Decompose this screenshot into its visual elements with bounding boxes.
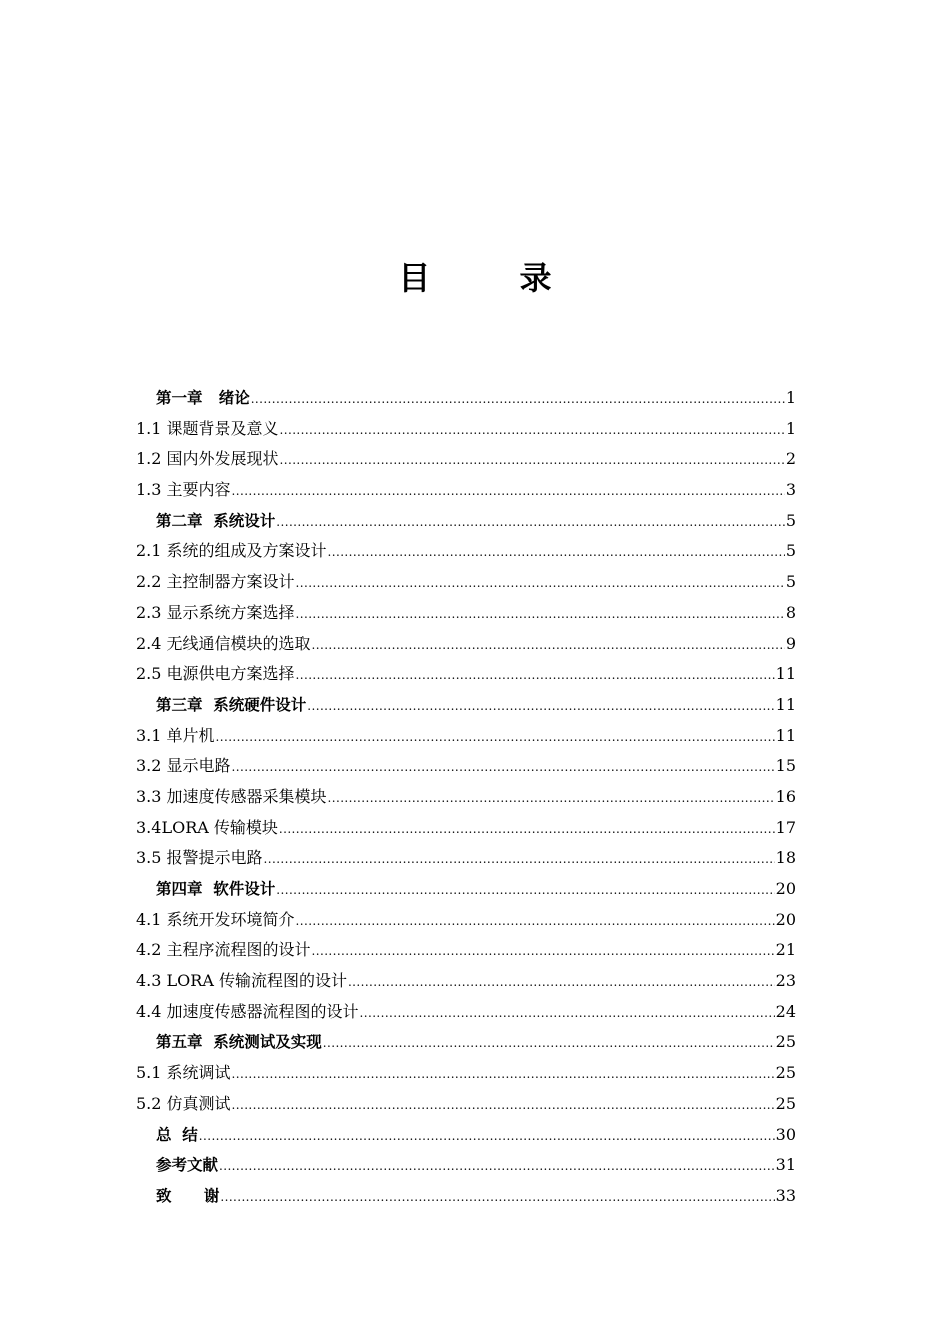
toc-dot-leader	[232, 1090, 775, 1121]
toc-dot-leader	[280, 415, 785, 446]
toc-page-number: 5	[785, 541, 796, 561]
toc-entry-label: 4.1 系统开发环境简介	[136, 909, 295, 929]
toc-entry-label: 3.2 显示电路	[136, 756, 231, 776]
toc-chapter-entry[interactable]	[136, 1120, 796, 1151]
toc-page-number: 15	[775, 756, 796, 776]
toc-dot-leader	[279, 814, 775, 845]
toc-entry-label: 3.4LORA 传输模块	[136, 817, 278, 837]
toc-section-entry[interactable]	[136, 567, 796, 598]
toc-dot-leader	[280, 445, 785, 476]
toc-entry-label: 3.1 单片机	[136, 725, 215, 745]
toc-entry-label: 第二章 系统设计	[156, 511, 276, 530]
toc-section-entry[interactable]	[136, 721, 796, 752]
toc-section-entry[interactable]	[136, 843, 796, 874]
toc-dot-leader	[219, 1151, 775, 1182]
toc-entry-label: 2.4 无线通信模块的选取	[136, 633, 311, 653]
toc-dot-leader	[323, 1028, 775, 1059]
toc-chapter-entry[interactable]	[136, 874, 796, 905]
toc-entry-label: 4.3 LORA 传输流程图的设计	[136, 971, 347, 991]
toc-dot-leader	[296, 568, 785, 599]
toc-section-entry[interactable]	[136, 966, 796, 997]
toc-page-number: 5	[785, 510, 796, 530]
toc-dot-leader	[251, 384, 785, 415]
toc-chapter-entry[interactable]	[136, 383, 796, 414]
toc-page-number: 1	[785, 388, 796, 407]
toc-section-entry[interactable]	[136, 475, 796, 506]
toc-dot-leader	[232, 752, 775, 783]
toc-page-number: 25	[775, 1063, 796, 1083]
toc-page-number: 5	[785, 572, 796, 592]
toc-entry-label: 3.3 加速度传感器采集模块	[136, 786, 327, 806]
toc-page-number: 9	[785, 633, 796, 653]
toc-dot-leader	[216, 722, 775, 753]
toc-page-number: 20	[775, 879, 796, 898]
toc-entry-label: 5.1 系统调试	[136, 1063, 231, 1083]
toc-section-entry[interactable]	[136, 997, 796, 1028]
toc-chapter-entry[interactable]	[136, 1150, 796, 1181]
toc-section-entry[interactable]	[136, 536, 796, 567]
toc-page-number: 1	[785, 418, 796, 438]
toc-section-entry[interactable]	[136, 935, 796, 966]
toc-dot-leader	[232, 476, 785, 507]
toc-page-number: 18	[775, 848, 796, 868]
toc-dot-leader	[276, 507, 785, 538]
toc-page-number: 21	[775, 940, 796, 960]
toc-entry-label: 第一章 绪论	[156, 389, 250, 407]
toc-entry-label: 2.1 系统的组成及方案设计	[136, 541, 327, 561]
toc-section-entry[interactable]	[136, 905, 796, 936]
toc-entry-label: 总 结	[156, 1125, 198, 1144]
toc-page-number: 25	[775, 1032, 796, 1052]
toc-dot-leader	[312, 630, 785, 661]
toc-dot-leader	[199, 1121, 775, 1152]
toc-entry-label: 第三章 系统硬件设计	[156, 695, 307, 714]
table-of-contents	[136, 383, 796, 1212]
toc-page-number: 3	[785, 480, 796, 500]
toc-section-entry[interactable]	[136, 1089, 796, 1120]
toc-entry-label: 1.1 课题背景及意义	[136, 418, 279, 438]
toc-chapter-entry[interactable]	[136, 506, 796, 537]
toc-page-number: 11	[775, 725, 796, 745]
toc-page-number: 24	[775, 1001, 796, 1021]
toc-entry-label: 第五章 系统测试及实现	[156, 1033, 322, 1052]
toc-dot-leader	[328, 537, 785, 568]
toc-page-number: 2	[785, 449, 796, 469]
toc-chapter-entry[interactable]	[136, 690, 796, 721]
toc-section-entry[interactable]	[136, 782, 796, 813]
toc-entry-label: 2.5 电源供电方案选择	[136, 664, 295, 684]
toc-dot-leader	[328, 783, 775, 814]
toc-page-number: 33	[775, 1185, 796, 1205]
toc-dot-leader	[276, 875, 774, 906]
toc-page-number: 20	[775, 909, 796, 929]
toc-page-number: 11	[775, 694, 796, 714]
page-title: 目 录	[398, 259, 552, 297]
toc-entry-label: 参考文献	[156, 1156, 219, 1175]
toc-entry-label: 4.4 加速度传感器流程图的设计	[136, 1001, 359, 1021]
toc-entry-label: 2.3 显示系统方案选择	[136, 602, 295, 622]
toc-dot-leader	[307, 691, 774, 722]
toc-section-entry[interactable]	[136, 598, 796, 629]
toc-dot-leader	[296, 906, 775, 937]
toc-page-number: 8	[785, 602, 796, 622]
toc-dot-leader	[360, 998, 775, 1029]
toc-chapter-entry[interactable]	[136, 1027, 796, 1058]
toc-section-entry[interactable]	[136, 444, 796, 475]
toc-page-number: 30	[775, 1124, 796, 1144]
toc-entry-label: 致 谢	[156, 1186, 220, 1205]
toc-dot-leader	[348, 967, 775, 998]
toc-entry-label: 4.2 主程序流程图的设计	[136, 940, 311, 960]
toc-entry-label: 第四章 软件设计	[156, 880, 276, 898]
toc-section-entry[interactable]	[136, 813, 796, 844]
toc-section-entry[interactable]	[136, 659, 796, 690]
toc-dot-leader	[312, 936, 775, 967]
toc-entry-label: 2.2 主控制器方案设计	[136, 572, 295, 592]
toc-page-number: 11	[775, 664, 796, 684]
toc-page-number: 17	[775, 817, 796, 837]
toc-dot-leader	[264, 844, 775, 875]
toc-dot-leader	[220, 1182, 774, 1213]
toc-entry-label: 1.3 主要内容	[136, 480, 231, 500]
toc-page-number: 16	[775, 786, 796, 806]
toc-dot-leader	[232, 1059, 775, 1090]
toc-page-number: 25	[775, 1093, 796, 1113]
toc-entry-label: 3.5 报警提示电路	[136, 848, 263, 868]
toc-section-entry[interactable]	[136, 1058, 796, 1089]
toc-section-entry[interactable]	[136, 629, 796, 660]
toc-chapter-entry[interactable]	[136, 1181, 796, 1212]
toc-page-number: 23	[775, 971, 796, 991]
toc-section-entry[interactable]	[136, 414, 796, 445]
toc-dot-leader	[296, 599, 785, 630]
toc-page-number: 31	[775, 1155, 796, 1175]
toc-entry-label: 1.2 国内外发展现状	[136, 449, 279, 469]
toc-dot-leader	[296, 660, 775, 691]
toc-entry-label: 5.2 仿真测试	[136, 1093, 231, 1113]
toc-section-entry[interactable]	[136, 751, 796, 782]
